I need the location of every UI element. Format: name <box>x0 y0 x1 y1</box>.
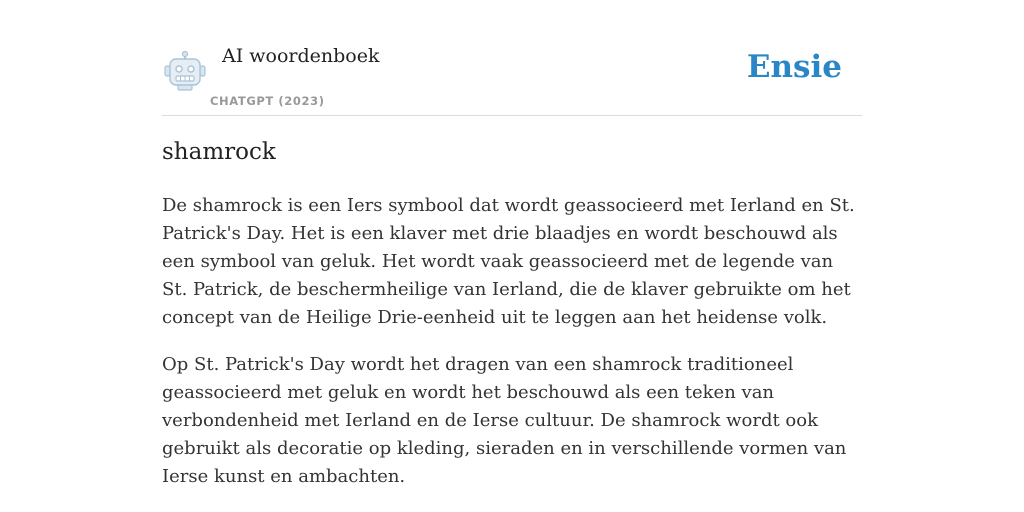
brand-logo[interactable]: Ensie <box>746 49 842 85</box>
entry-content <box>162 192 862 510</box>
paragraph: Op St. Patrick's Day wordt het dragen van een shamrock traditioneel geassocieerd met geluk en wordt het beschouwd als een teken van verbondenheid met Ierland en de Ierse cultuur. De shamrock wordt ook gebruikt als decoratie op kleding, sieraden en in verschillende vormen van Ierse kunst en ambachten. <box>162 354 847 487</box>
site-title[interactable]: AI woordenboek <box>222 45 380 67</box>
paragraph: De shamrock is een Iers symbool dat wordt geassocieerd met Ierland en St. Patrick's Day. Het is een klaver met drie blaadjes en wordt beschouwd als een symbool van geluk. Het wordt vaak geassocieerd met de legende van St. Patrick, de beschermheilige van Ierland, die de klaver gebruikte om het concept van de Heilige Drie-eenheid uit te leggen aan het heidense volk. <box>162 195 855 328</box>
header <box>162 40 862 116</box>
entry-title: shamrock <box>162 139 276 165</box>
source-label: CHATGPT (2023) <box>210 94 325 108</box>
robot-icon <box>164 51 206 91</box>
